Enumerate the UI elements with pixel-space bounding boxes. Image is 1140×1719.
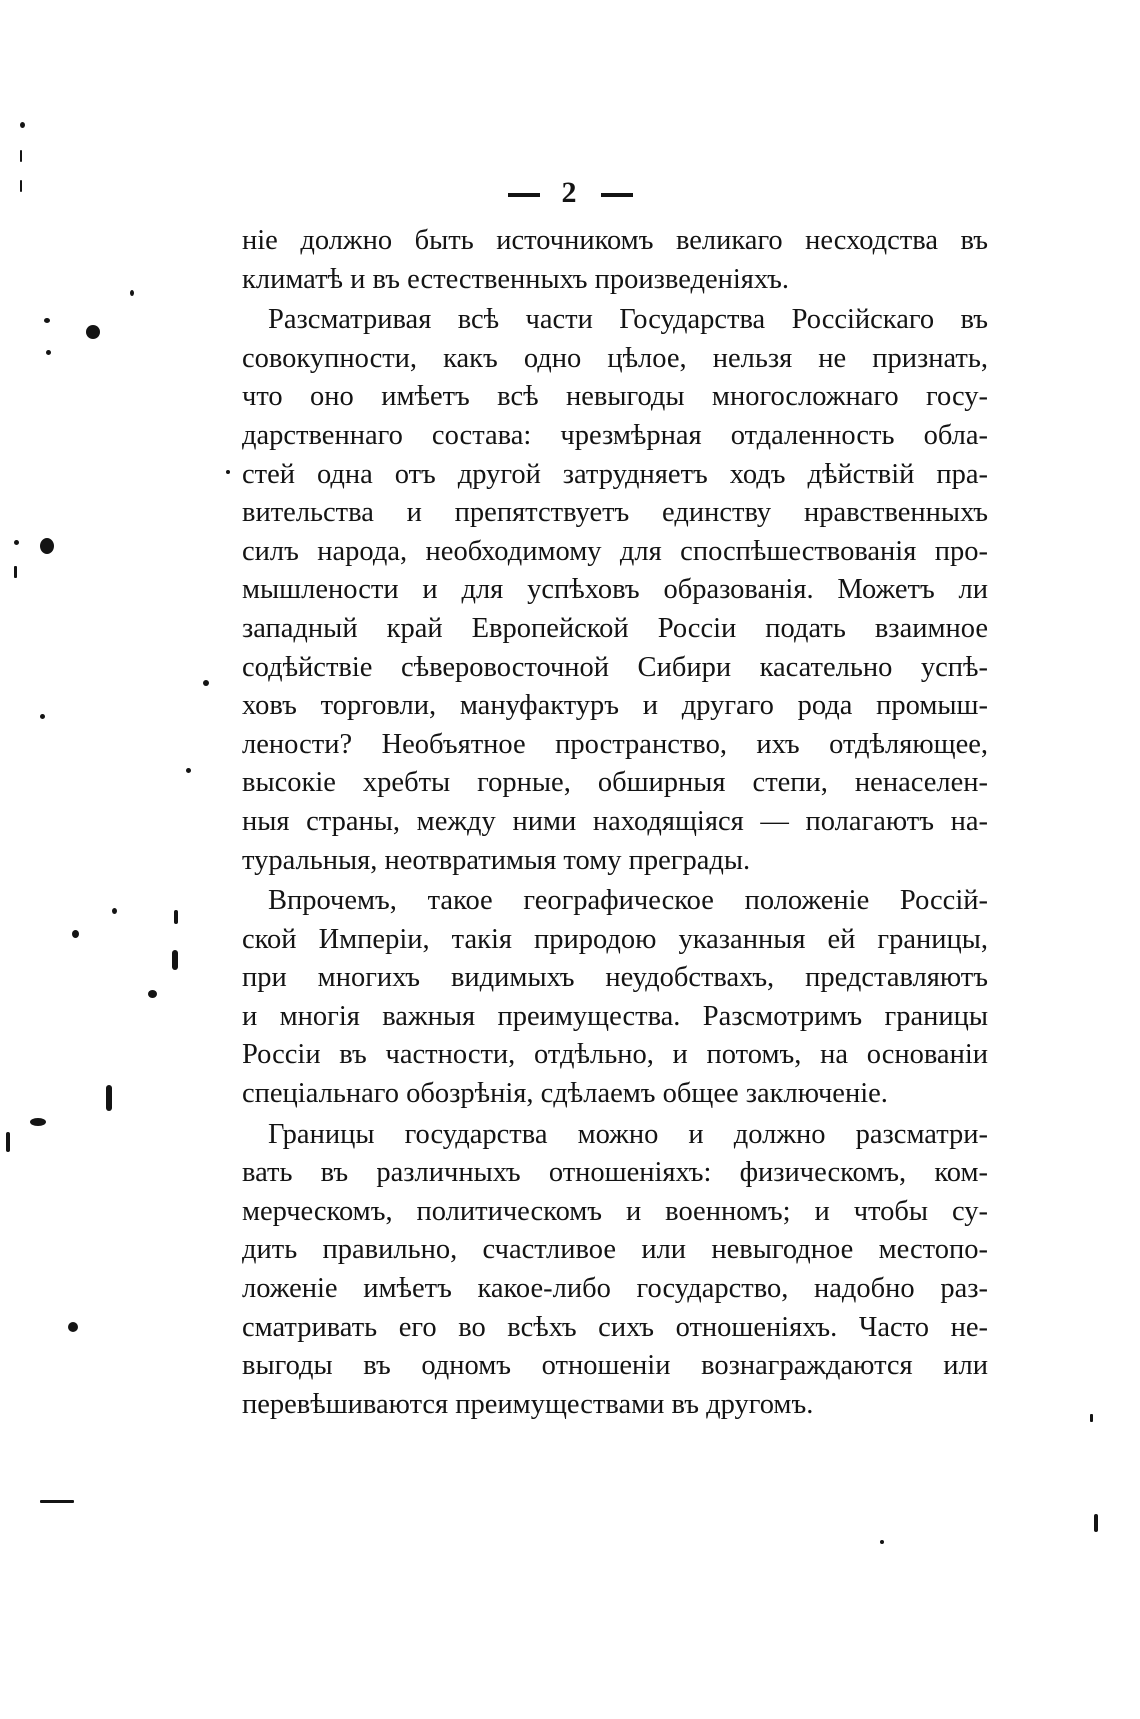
ink-speck xyxy=(112,908,117,914)
ink-speck xyxy=(68,1322,78,1332)
ink-speck xyxy=(46,350,51,355)
text-line: и многія важныя преимущества. Разсмотримъ границы xyxy=(242,1000,988,1032)
text-line: Россіи въ частности, отдѣльно, и потомъ, на основаніи xyxy=(242,1039,988,1071)
text-line: силъ народа, необходимому для споспѣшествованія про- xyxy=(242,535,988,567)
text-line: лености? Необъятное пространство, ихъ отдѣляющее, xyxy=(242,728,988,760)
text-line: вительства и препятствуетъ единству нравственныхъ xyxy=(242,497,988,529)
text-line: выгоды въ одномъ отношеніи вознаграждаются или xyxy=(242,1350,988,1382)
text-line: западный край Европейской Россіи подать взаимное xyxy=(242,612,988,644)
text-line: стей одна отъ другой затрудняетъ ходъ дѣйствій пра- xyxy=(242,458,988,490)
text-line: Границы государства можно и должно разсматри- xyxy=(268,1118,988,1150)
left-dash xyxy=(508,193,540,197)
page-number-value: 2 xyxy=(561,176,579,209)
ink-speck xyxy=(1090,1414,1093,1422)
text-line: при многихъ видимыхъ неудобствахъ, представляютъ xyxy=(242,962,988,994)
ink-speck xyxy=(226,470,230,474)
text-line: ховъ торговли, мануфактуръ и другаго рода промыш- xyxy=(242,690,988,722)
paragraph-2 xyxy=(242,301,988,880)
text-line: дарственнаго состава: чрезмѣрная отдаленность обла- xyxy=(242,419,988,451)
ink-speck xyxy=(72,930,79,938)
text-line: мышлености и для успѣховъ образованія. Можетъ ли xyxy=(242,574,988,606)
text-line: ныя страны, между ними находящіяся — полагаютъ на- xyxy=(242,805,988,837)
body-text xyxy=(242,222,988,1424)
ink-speck xyxy=(20,122,25,128)
text-line: что оно имѣетъ всѣ невыгоды многосложнаго госу- xyxy=(242,381,988,413)
ink-speck xyxy=(148,990,157,998)
text-line: дить правильно, счастливое или невыгодное местопо- xyxy=(242,1234,988,1266)
page-number xyxy=(0,176,1140,210)
text-line: перевѣшиваются преимуществами въ другомъ. xyxy=(242,1388,814,1420)
ink-speck xyxy=(14,540,19,545)
ink-speck xyxy=(40,538,54,554)
ink-speck xyxy=(106,1085,112,1111)
text-line: ніе должно быть источникомъ великаго несходства въ xyxy=(242,225,988,256)
ink-speck xyxy=(30,1118,46,1126)
text-line: высокіе хребты горные, обширныя степи, ненаселен- xyxy=(242,767,988,799)
ink-speck xyxy=(20,150,22,162)
ink-speck xyxy=(40,714,45,719)
ink-speck xyxy=(174,910,178,924)
ink-speck xyxy=(186,768,191,773)
ink-speck xyxy=(40,1500,74,1503)
ink-speck xyxy=(203,680,209,686)
paragraph-3 xyxy=(242,882,988,1114)
text-line: содѣйствіе сѣверовосточной Сибири касательно успѣ- xyxy=(242,651,988,683)
ink-speck xyxy=(14,566,17,578)
ink-speck xyxy=(6,1132,10,1152)
text-line: совокупности, какъ одно цѣлое, нельзя не признать, xyxy=(242,342,988,374)
paragraph-4 xyxy=(242,1116,988,1425)
ink-speck xyxy=(44,318,50,323)
ink-speck xyxy=(20,180,22,192)
paragraph-1 xyxy=(242,222,988,299)
text-line: климатѣ и въ естественныхъ произведеніяхъ. xyxy=(242,263,789,295)
ink-speck xyxy=(880,1540,884,1544)
text-line: мерческомъ, политическомъ и военномъ; и чтобы су- xyxy=(242,1195,988,1227)
ink-speck xyxy=(1094,1514,1098,1532)
text-line: вать въ различныхъ отношеніяхъ: физическомъ, ком- xyxy=(242,1157,988,1189)
right-dash xyxy=(601,193,633,197)
text-line: спеціальнаго обозрѣнія, сдѣлаемъ общее заключеніе. xyxy=(242,1078,888,1110)
ink-speck xyxy=(172,950,178,970)
text-line: ской Имперіи, такія природою указанныя ей границы, xyxy=(242,923,988,955)
text-line: Впрочемъ, такое географическое положеніе Россій- xyxy=(268,885,988,917)
text-line: Разсматривая всѣ части Государства Россійскаго въ xyxy=(268,304,988,336)
text-line: туральныя, неотвратимыя тому преграды. xyxy=(242,844,751,876)
text-line: ложеніе имѣетъ какое-либо государство, надобно раз- xyxy=(242,1273,988,1305)
ink-speck xyxy=(130,290,134,296)
ink-speck xyxy=(86,325,100,339)
text-line: сматривать его во всѣхъ сихъ отношеніяхъ. Часто не- xyxy=(242,1311,988,1343)
